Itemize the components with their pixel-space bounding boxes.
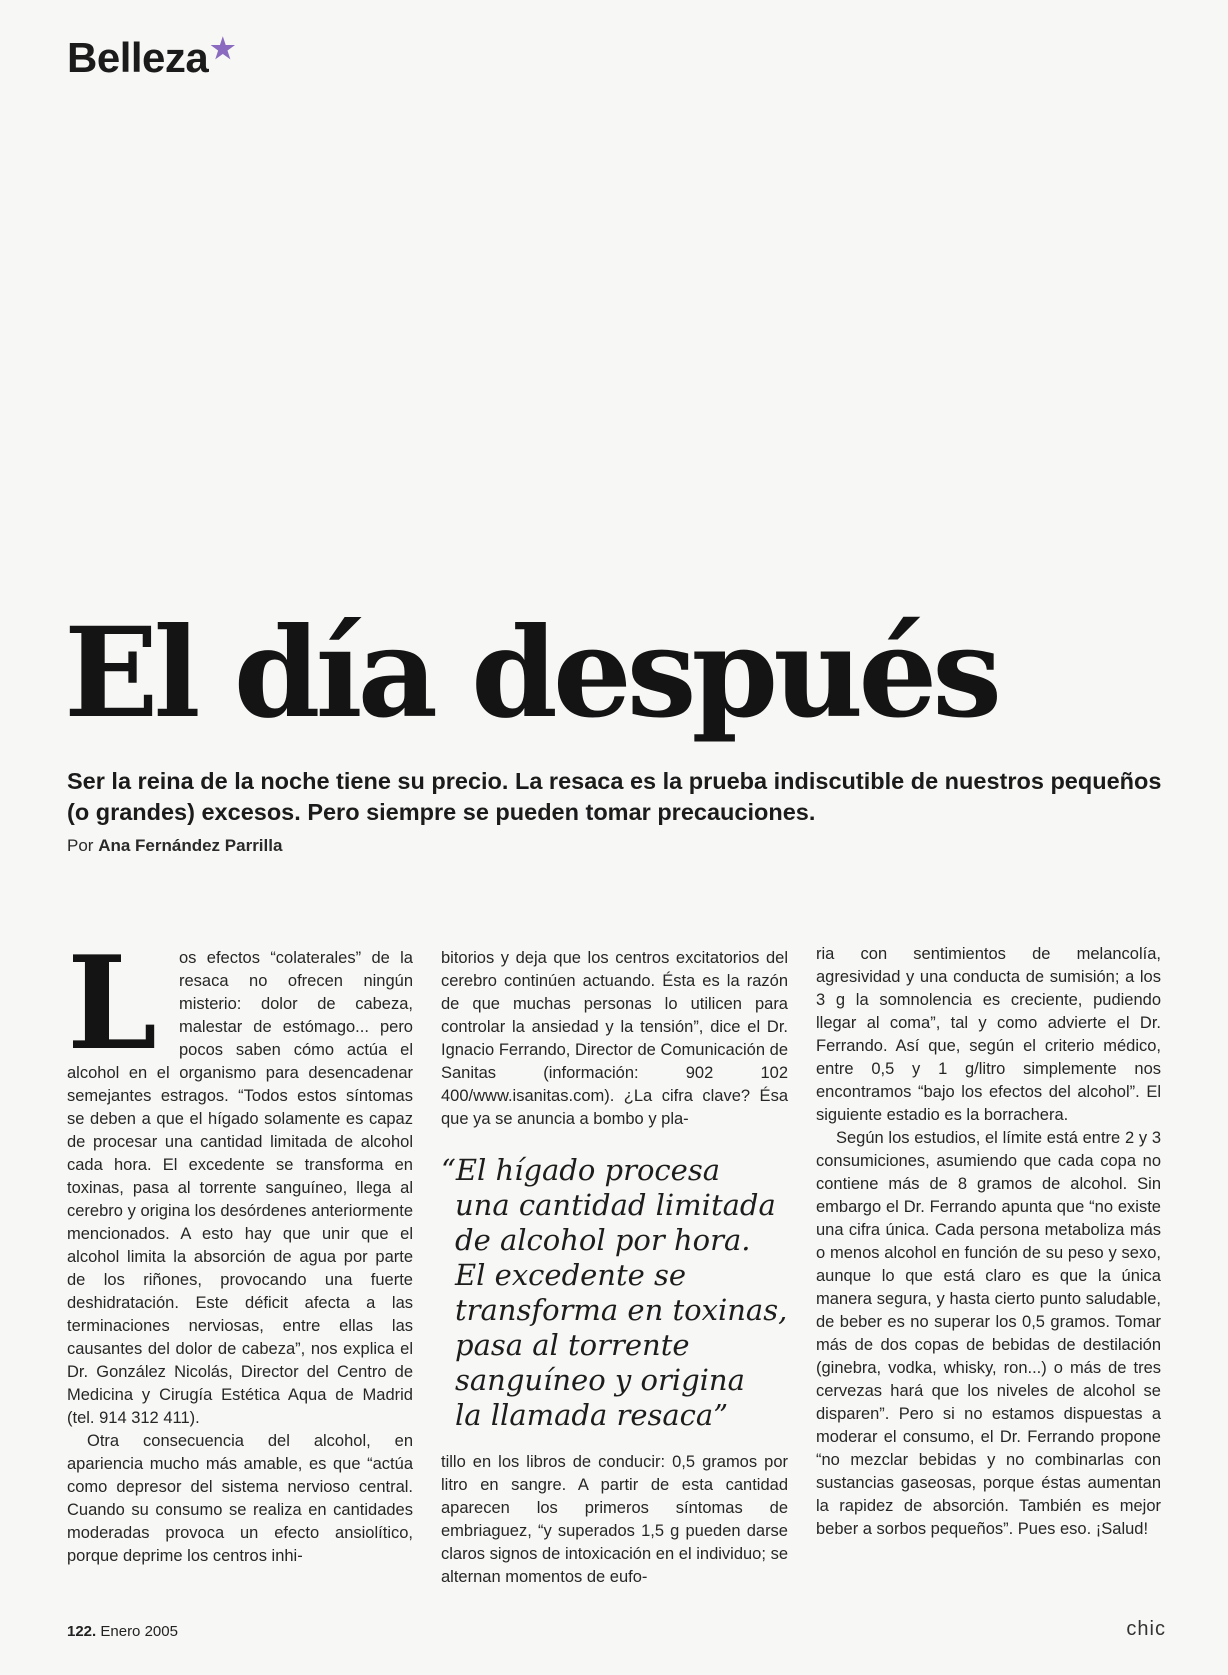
pull-quote-line: pasa al torrente — [455, 1328, 690, 1362]
paragraph: tillo en los libros de conducir: 0,5 gramos por litro en sangre. A partir de esta cantidad aparecen los primeros síntomas de embriaguez, “y superados 1,5 g pueden darse claros signos de intoxicación en el individuo; se alternan momentos de eufo- — [441, 1453, 788, 1586]
article-column-2-bottom — [441, 1451, 788, 1589]
byline-author: Ana Fernández Parrilla — [98, 836, 283, 855]
article-column-1 — [67, 929, 413, 1568]
pull-quote-line: una cantidad limitada — [455, 1188, 776, 1222]
page-footer — [67, 1623, 178, 1640]
paragraph — [67, 929, 413, 1430]
star-icon: ★ — [210, 33, 235, 64]
page-number: 122. — [67, 1623, 97, 1640]
pull-quote-line: de alcohol por hora. — [455, 1223, 751, 1257]
byline-prefix: Por — [67, 836, 94, 855]
deck: Ser la reina de la noche tiene su precio. La resaca es la prueba indiscutible de nuestros pequeños (o grandes) excesos. Pero siempre se pueden tomar precauciones. — [67, 768, 1162, 825]
paragraph: bitorios y deja que los centros excitatorios del cerebro continúen actuando. Ésta es la razón de que muchas personas lo utilicen para controlar la ansiedad y la tensión”, dice el Dr. Ignacio Ferrando, Director de Comunicación de Sanitas (información: 902 102 400/www.isanitas.com). ¿La cifra clave? Ésa que ya se anuncia a bombo y pla- — [441, 949, 788, 1128]
article-column-2-top — [441, 947, 788, 1131]
section-title: Belleza — [67, 34, 209, 81]
headline: El día después — [64, 601, 998, 746]
paragraph-text: os efectos “colaterales” de la resaca no ofrecen ningún misterio: dolor de cabeza, malestar de estómago... pero pocos saben cómo actúa el alcohol en el organismo para desencadenar semejantes estragos. “Todos estos síntomas se deben a que el hígado solamente es capaz de procesar una cantidad limitada de alcohol cada hora. El excedente se transforma en toxinas, pasa al torrente sanguíneo, llega al cerebro y origina los desórdenes anteriormente mencionados. A esto hay que unir que el alcohol limita la absorción de agua por parte de los riñones, provocando una fuerte deshidratación. Este déficit afecta a las terminaciones nerviosas, entre ellas las causantes del dolor de cabeza”, nos explica el Dr. González Nicolás, Director del Centro de Medicina y Cirugía Estética Aqua de Madrid (tel. 914 312 411). — [67, 949, 413, 1427]
byline — [67, 836, 282, 856]
paragraph: Según los estudios, el límite está entre 2 y 3 consumiciones, asumiendo que cada copa no contiene más de 8 gramos de alcohol. Sin embargo el Dr. Ferrando apunta que “no existe una cifra única. Cada persona metaboliza más o menos alcohol en función de su peso y sexo, aunque lo que está claro es que la única manera segura, y hasta cierto punto saludable, de beber es no superar los 0,5 gramos. Tomar más de dos copas de bebidas de destilación (ginebra, vodka, whisky, ron...) o más de tres cervezas hará que los niveles de alcohol se disparen”. Pero si no estamos dispuestas a moderar el consumo, el Dr. Ferrando propone “no mezclar bebidas y no combinarlas con sustancias gaseosas, porque éstas aumentan la rapidez de absorción. También es mejor beber a sorbos pequeños”. Pues eso. ¡Salud! — [816, 1129, 1161, 1538]
issue-date: Enero 2005 — [100, 1623, 178, 1640]
paragraph: Otra consecuencia del alcohol, en apariencia mucho más amable, es que “actúa como depresor del sistema nervioso central. Cuando su consumo se realiza en cantidades moderadas provoca un efecto ansiolítico, porque deprime los centros inhi- — [67, 1432, 413, 1565]
section-label — [67, 34, 235, 82]
article-column-3 — [816, 943, 1161, 1541]
pull-quote-line: la llamada resaca” — [455, 1398, 729, 1432]
magazine-brand: chic — [1126, 1618, 1166, 1640]
drop-cap: L — [67, 929, 157, 1079]
pull-quote-line: transforma en toxinas, — [455, 1293, 788, 1327]
pull-quote-line: “El hígado procesa — [441, 1153, 720, 1187]
paragraph: ria con sentimientos de melancolía, agresividad y una conducta de sumisión; a los 3 g la somnolencia es creciente, pudiendo llegar al coma”, tal y como advierte el Dr. Ferrando. Así que, según el criterio médico, entre 0,5 y 1 g/litro simplemente nos encontramos “bajo los efectos del alcohol”. El siguiente estadio es la borrachera. — [816, 945, 1161, 1124]
pull-quote-line: sanguíneo y origina — [455, 1363, 745, 1397]
pull-quote-line: El excedente se — [455, 1258, 687, 1292]
pull-quote — [441, 1153, 801, 1433]
